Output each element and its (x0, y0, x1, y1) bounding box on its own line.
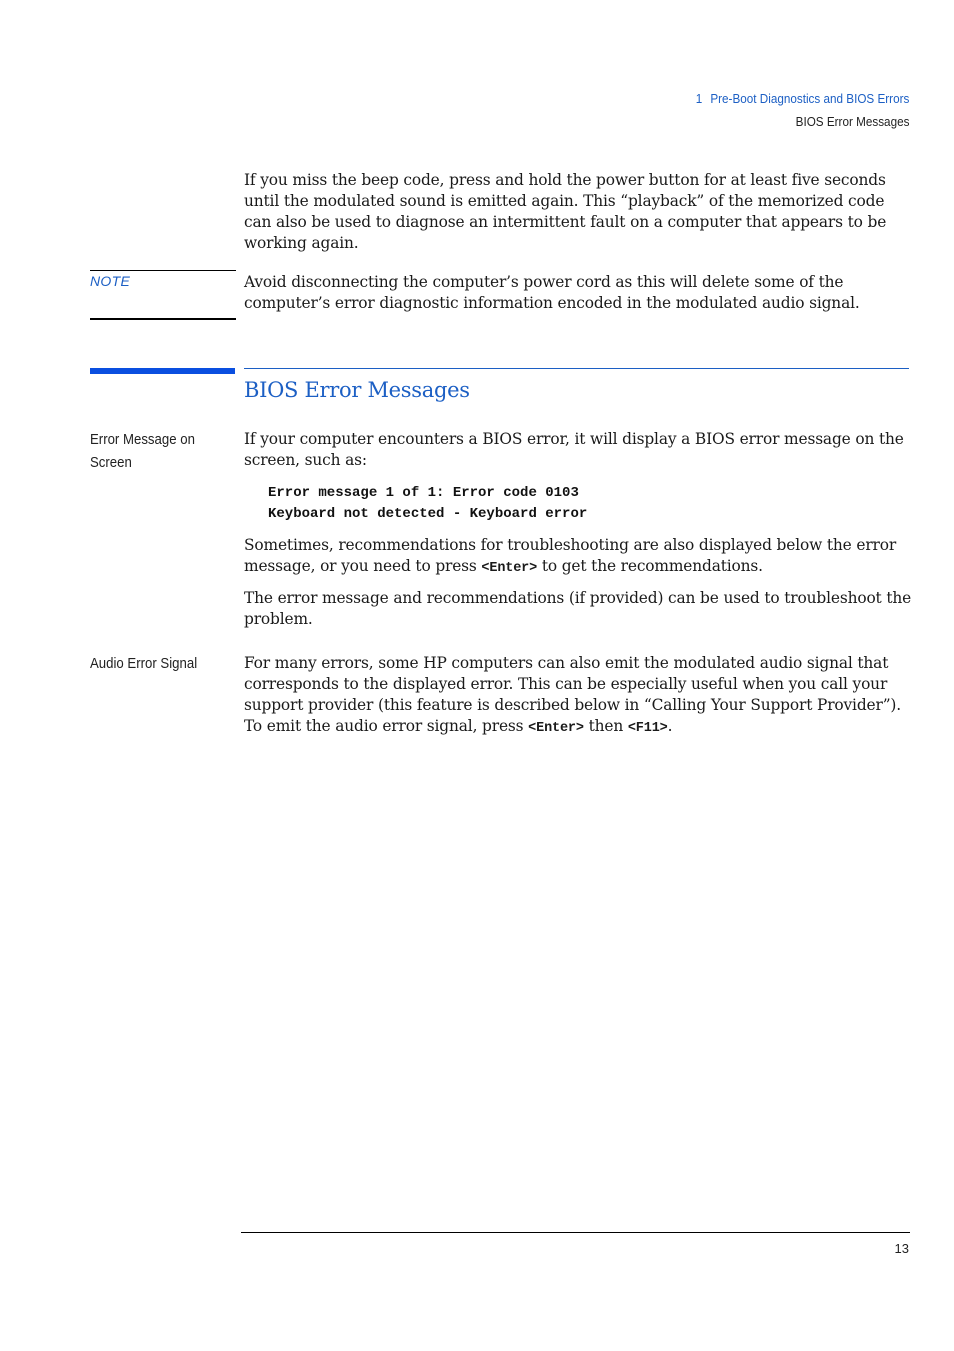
paragraph-text: to get the recommendations. (537, 557, 763, 575)
chapter-title: Pre-Boot Diagnostics and BIOS Errors (710, 91, 909, 106)
code-example (268, 483, 587, 525)
section-title: BIOS Error Messages (244, 378, 470, 402)
paragraph-text: Sometimes, recommendations for troubleshooting are also displayed below the error message, or you need to press (244, 536, 897, 575)
error-paragraph-2 (244, 535, 912, 579)
side-label-audio-signal: Audio Error Signal (90, 655, 198, 672)
error-paragraph-1: If your computer encounters a BIOS error, it will display a BIOS error message on the screen, such as: (244, 430, 904, 469)
error-paragraph-3: The error message and recommendations (if provided) can be used to troubleshoot the problem. (244, 589, 912, 628)
code-line-2: Keyboard not detected - Keyboard error (268, 506, 588, 522)
paragraph-text: For many errors, some HP computers can also emit the modulated audio signal that corresponds to the displayed error. This can be especially useful when you call your support provider (this feature is described below in “Calling Your Support Provider”). To emit the audio error signal, press (244, 654, 902, 735)
page-number: 13 (894, 1241, 909, 1256)
f11-key: <F11> (627, 721, 668, 736)
chapter-number: 1 (695, 91, 702, 106)
note-rule-bottom (90, 318, 236, 320)
section-accent-bar (90, 368, 235, 374)
side-label-error-message: Error Message on Screen (90, 431, 195, 471)
footer-rule (241, 1232, 910, 1233)
running-header-section: BIOS Error Messages (795, 114, 909, 129)
paragraph-text: . (667, 717, 673, 735)
running-header-chapter (695, 91, 909, 106)
intro-paragraph: If you miss the beep code, press and hold the power button for at least five seconds until the modulated sound is emitted again. This “playback” of the memorized code can also be used to diagnose an intermittent fault on a computer that appears to be working again. (244, 171, 887, 252)
code-line-1: Error message 1 of 1: Error code 0103 (268, 485, 579, 501)
enter-key: <Enter> (481, 561, 538, 576)
audio-paragraph (244, 653, 912, 739)
note-text: Avoid disconnecting the computer’s power cord as this will delete some of the computer’s error diagnostic information encoded in the modulated audio signal. (244, 273, 860, 312)
note-rule-top (90, 270, 236, 271)
enter-key: <Enter> (528, 721, 584, 736)
note-label: NOTE (90, 273, 131, 289)
paragraph-text: then (583, 717, 628, 735)
section-rule (244, 368, 909, 369)
